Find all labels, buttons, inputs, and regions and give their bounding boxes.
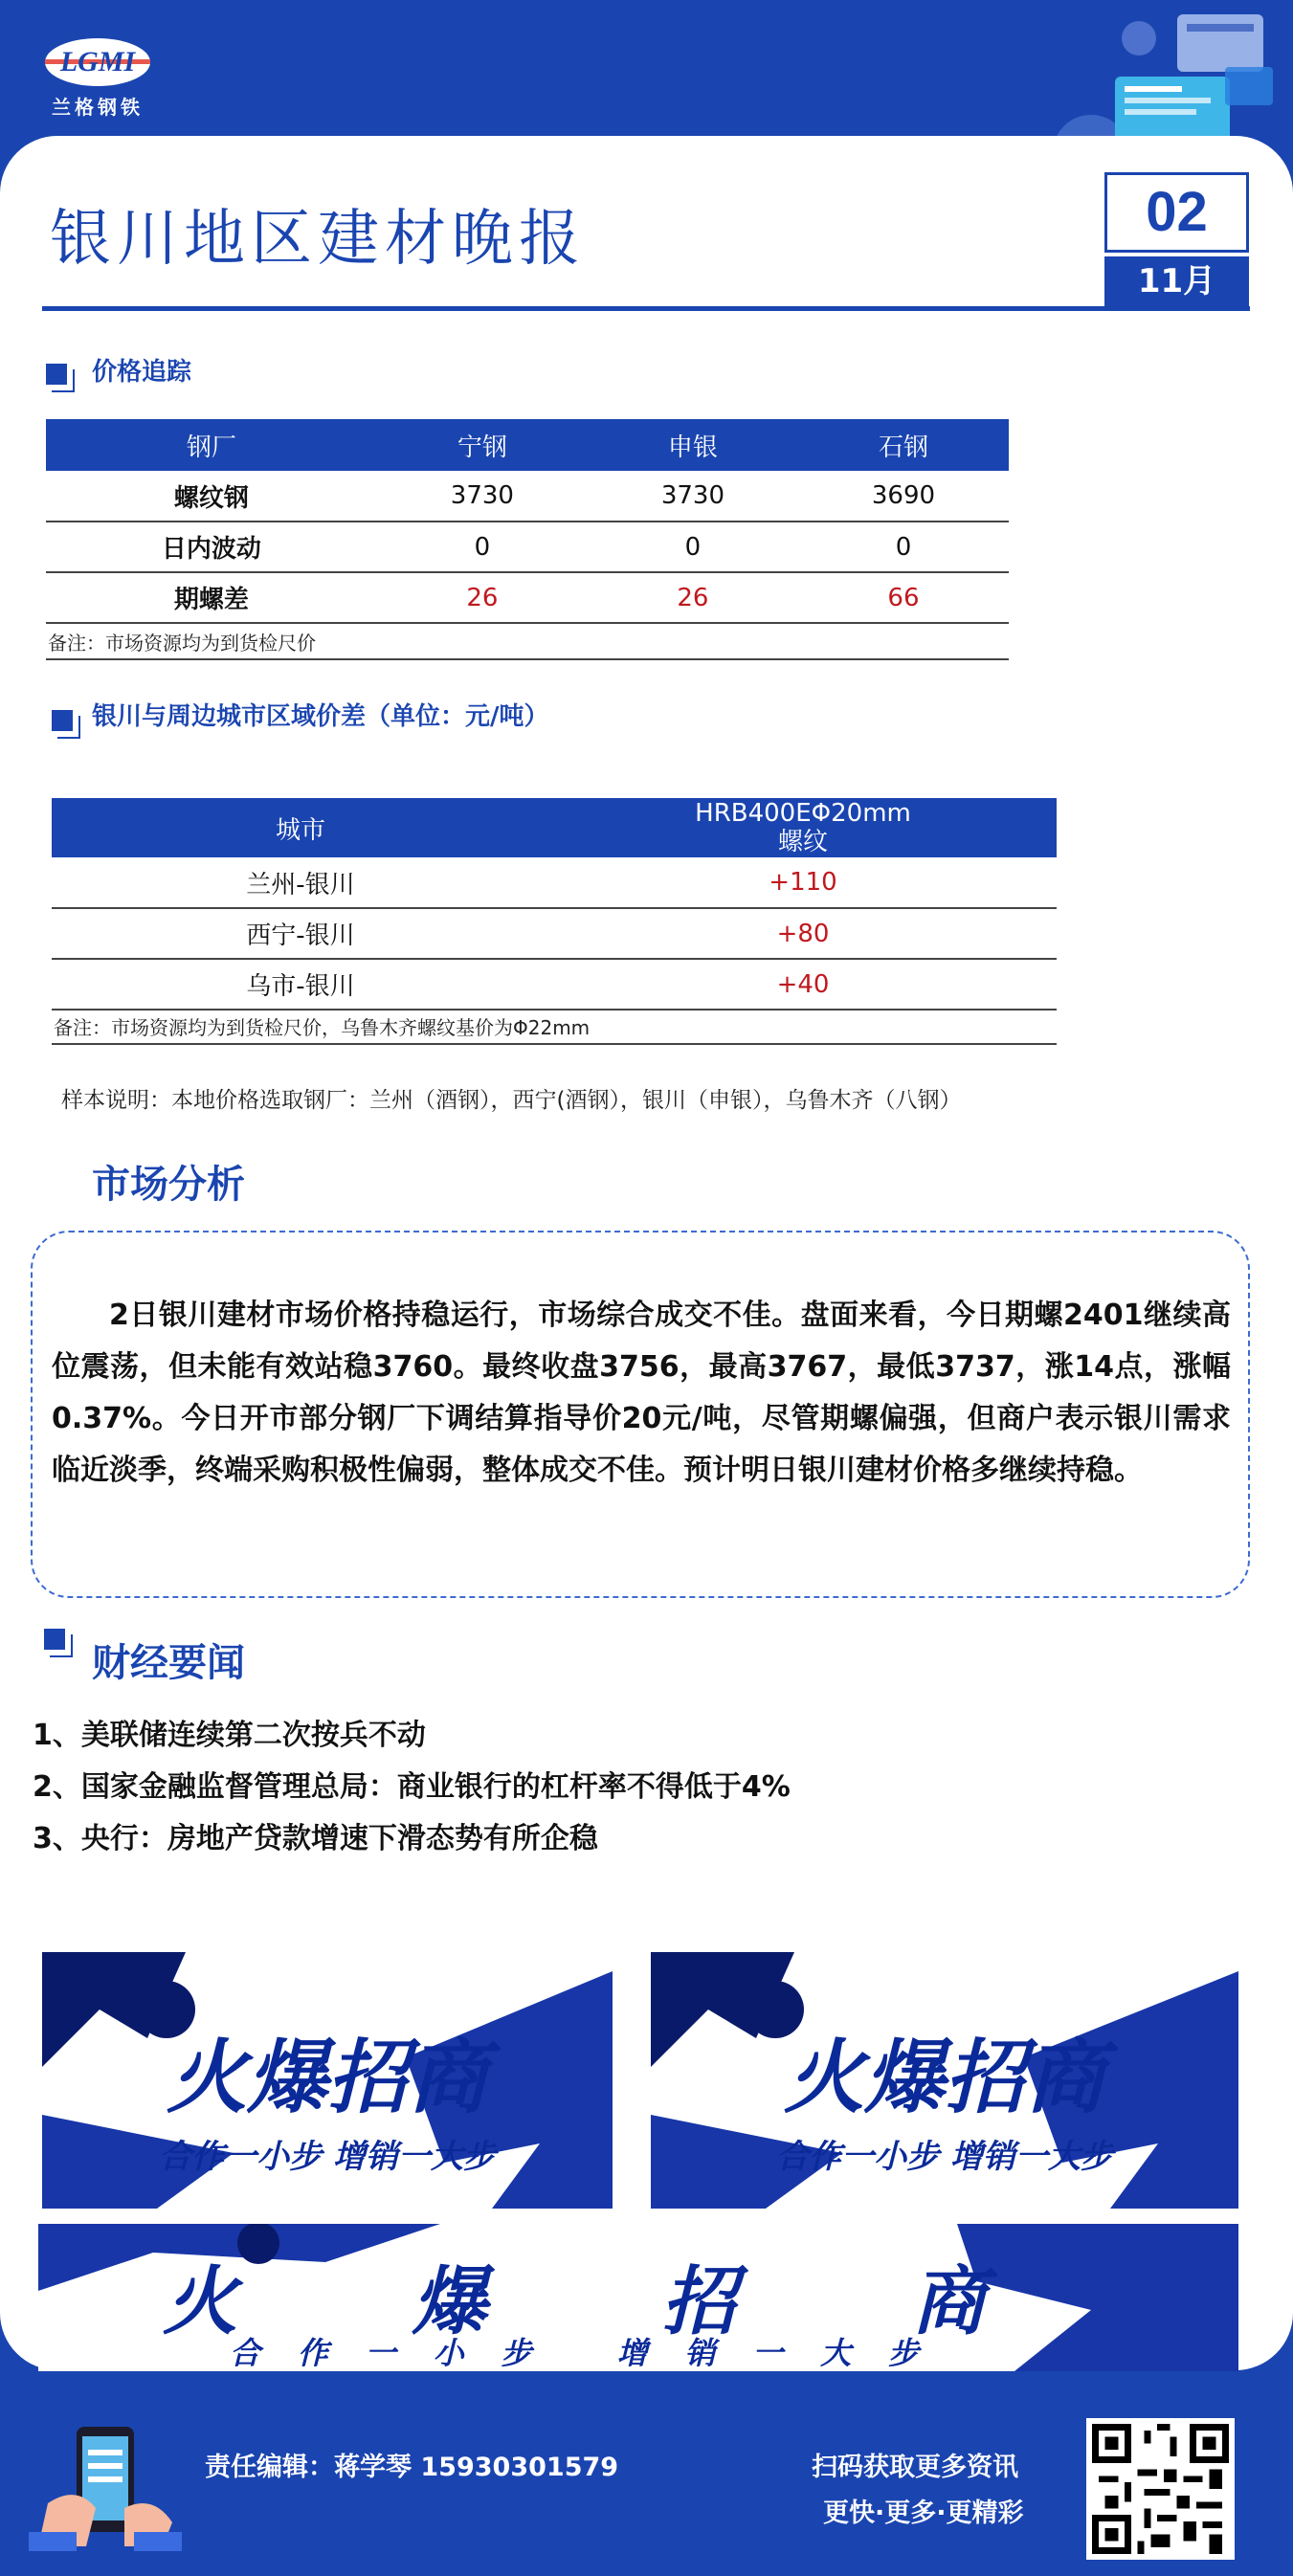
regional-heading: 银川与周边城市区域价差（单位：元/吨） — [92, 702, 549, 731]
city-pair: 乌市-银川 — [52, 959, 549, 1010]
ad-banner[interactable] — [651, 1952, 1238, 2209]
section-square-icon — [46, 364, 75, 392]
report-month: 11月 — [1104, 256, 1249, 306]
row-label: 日内波动 — [46, 522, 377, 572]
table-header: 石钢 — [798, 419, 1009, 471]
logo-mark: LGMI — [45, 38, 150, 86]
table-cell: 26 — [588, 572, 798, 623]
table-cell: 3730 — [377, 471, 588, 522]
news-heading: 财经要闻 — [92, 1641, 245, 1685]
qr-code[interactable] — [1086, 2418, 1235, 2560]
row-label: 螺纹钢 — [46, 471, 377, 522]
note-divider — [46, 658, 1009, 660]
ad-headline: 火爆招商 — [166, 2031, 489, 2124]
news-item[interactable]: 3、央行：房地产贷款增速下滑态势有所企稳 — [33, 1822, 598, 1855]
footer-tagline: 更快·更多·更精彩 — [823, 2498, 1024, 2528]
section-square-icon — [44, 1629, 73, 1657]
ad-slogan: 合作一小步 增销一大步 — [230, 2335, 919, 2371]
scan-prompt: 扫码获取更多资讯 — [812, 2453, 1018, 2482]
table-cell: 0 — [798, 522, 1009, 572]
table-cell: 3730 — [588, 471, 798, 522]
ad-slogan: 合作一小步 增销一大步 — [776, 2138, 1113, 2176]
regional-note: 备注：市场资源均为到货检尺价，乌鲁木齐螺纹基价为Φ22mm — [54, 1016, 591, 1039]
ad-headline: 火爆招商 — [783, 2031, 1106, 2124]
table-header: 钢厂 — [46, 419, 377, 471]
table-row — [46, 471, 1009, 522]
regional-table — [52, 798, 1057, 1010]
table-row — [46, 572, 1009, 623]
market-analysis-box — [31, 1231, 1250, 1598]
table-cell: 66 — [798, 572, 1009, 623]
sample-note: 样本说明：本地价格选取钢厂：兰州（酒钢），西宁(酒钢），银川（申银），乌鲁木齐（八钢） — [61, 1088, 962, 1113]
price-note: 备注：市场资源均为到货检尺价 — [48, 632, 316, 655]
spec-line: HRB400EΦ20mm — [695, 799, 911, 828]
table-row — [52, 857, 1057, 908]
ad-banner-wide[interactable] — [38, 2224, 1238, 2371]
spec-line: 螺纹 — [777, 828, 828, 856]
brand-name: 兰格钢铁 — [52, 96, 144, 119]
phone-hand-icon — [29, 2417, 182, 2551]
editor-contact: 责任编辑：蒋学琴 15930301579 — [205, 2453, 619, 2482]
table-cell: 0 — [377, 522, 588, 572]
report-day: 02 — [1104, 172, 1249, 253]
price-diff: +80 — [549, 908, 1057, 959]
table-row — [46, 522, 1009, 572]
title-divider — [42, 306, 1250, 311]
market-heading: 市场分析 — [92, 1163, 245, 1207]
table-header: 城市 — [52, 798, 549, 857]
news-item[interactable]: 2、国家金融监督管理总局：商业银行的杠杆率不得低于4% — [33, 1770, 791, 1804]
news-item[interactable]: 1、美联储连续第二次按兵不动 — [33, 1719, 426, 1752]
price-diff: +110 — [549, 857, 1057, 908]
city-pair: 兰州-银川 — [52, 857, 549, 908]
ad-headline: 火爆招商 — [163, 2259, 986, 2345]
row-label: 期螺差 — [46, 572, 377, 623]
city-pair: 西宁-银川 — [52, 908, 549, 959]
table-header: 申银 — [588, 419, 798, 471]
market-text: 2日银川建材市场价格持稳运行，市场综合成交不佳。盘面来看，今日期螺2401继续高位震荡，但未能有效站稳3760。最终收盘3756，最高3767，最低3737，涨14点，涨幅0.37%。今日开市部分钢厂下调结算指导价20元/吨，尽管期螺偏强，但商户表示银川需求临近淡季，终端采购积极性偏弱，整体成交不佳。预计明日银川建材价格多继续持稳。 — [52, 1299, 1231, 1487]
section-square-icon — [52, 710, 80, 739]
note-divider — [52, 1043, 1057, 1045]
report-title: 银川地区建材晚报 — [50, 204, 586, 275]
table-row — [52, 908, 1057, 959]
brand-logo[interactable] — [40, 38, 155, 120]
table-cell: 3690 — [798, 471, 1009, 522]
table-cell: 0 — [588, 522, 798, 572]
ad-banner[interactable] — [42, 1952, 613, 2209]
price-diff: +40 — [549, 959, 1057, 1010]
price-table — [46, 419, 1009, 624]
table-header: 宁钢 — [377, 419, 588, 471]
price-tracking-heading: 价格追踪 — [92, 358, 192, 387]
table-cell: 26 — [377, 572, 588, 623]
table-row — [52, 959, 1057, 1010]
ad-slogan: 合作一小步 增销一大步 — [159, 2138, 496, 2176]
table-header — [549, 798, 1057, 857]
